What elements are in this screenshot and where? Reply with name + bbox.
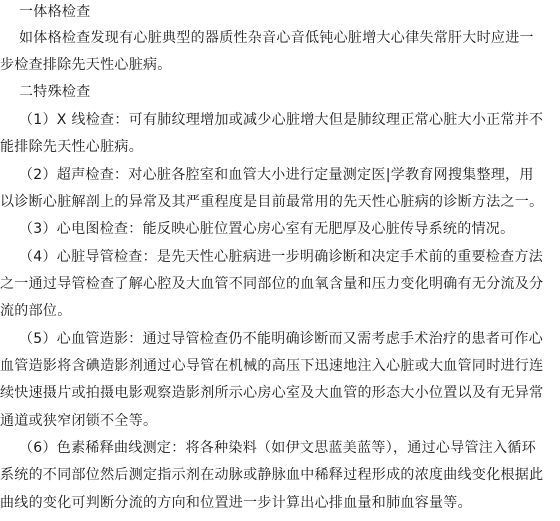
paragraph-line: 通道或狭窄闭锁不全等。	[0, 413, 158, 429]
paragraph-line: （3）心电图检查：能反映心脏位置心房心室有无肥厚及心脏传导系统的情况。	[0, 221, 515, 237]
paragraph-line: （6）色素稀释曲线测定：将各种染料（如伊文思蓝美蓝等），通过心导管注入循环	[0, 440, 537, 456]
paragraph-line: （5）心血管造影：通过导管检查仍不能明确诊断而又需考虑手术治疗的患者可作心	[0, 331, 544, 347]
paragraph-line: 系统的不同部位然后测定指示剂在动脉或静脉血中稀释过程形成的浓度曲线变化根据此	[0, 467, 544, 483]
paragraph-line: 能排除先天性心脏病。	[0, 139, 143, 155]
paragraph-line: 步检查排除先天性心脏病。	[0, 57, 172, 73]
paragraph-line: （2）超声检查：对心脏各腔室和血管大小进行定量测定医|学教育网搜集整理，用	[0, 167, 534, 183]
section-heading-physical-exam: 一体格检查	[0, 4, 91, 20]
paragraph-line: 以诊断心脏解剖上的异常及其严重程度是目前最常用的先天性心脏病的诊断方法之一。	[0, 194, 544, 210]
paragraph-line: 之一通过导管检查了解心腔及大血管不同部位的血氧含量和压力变化明确有无分流及分	[0, 276, 544, 292]
paragraph-line: （1）X 线检查：可有肺纹理增加或减少心脏增大但是肺纹理正常心脏大小正常并不	[0, 112, 544, 128]
section-heading-special-exam: 二特殊检查	[0, 84, 91, 100]
paragraph-line: 流的部位。	[0, 303, 72, 319]
paragraph-line: 如体格检查发现有心脏典型的器质性杂音心音低钝心脏增大心律失常肝大时应进一	[0, 30, 534, 46]
paragraph-line: （4）心脏导管检查：是先天性心脏病进一步明确诊断和决定手术前的重要检查方法	[0, 249, 544, 265]
paragraph-line: 曲线的变化可判断分流的方向和位置进一步计算出心排血量和肺血容量等。	[0, 495, 472, 511]
paragraph-line: 续快速摄片或拍摄电影观察造影剂所示心房心室及大血管的形态大小位置以及有无异常	[0, 385, 544, 401]
paragraph-line: 血管造影将含碘造影剂通过心导管在机械的高压下迅速地注入心脏或大血管同时进行连	[0, 358, 544, 374]
